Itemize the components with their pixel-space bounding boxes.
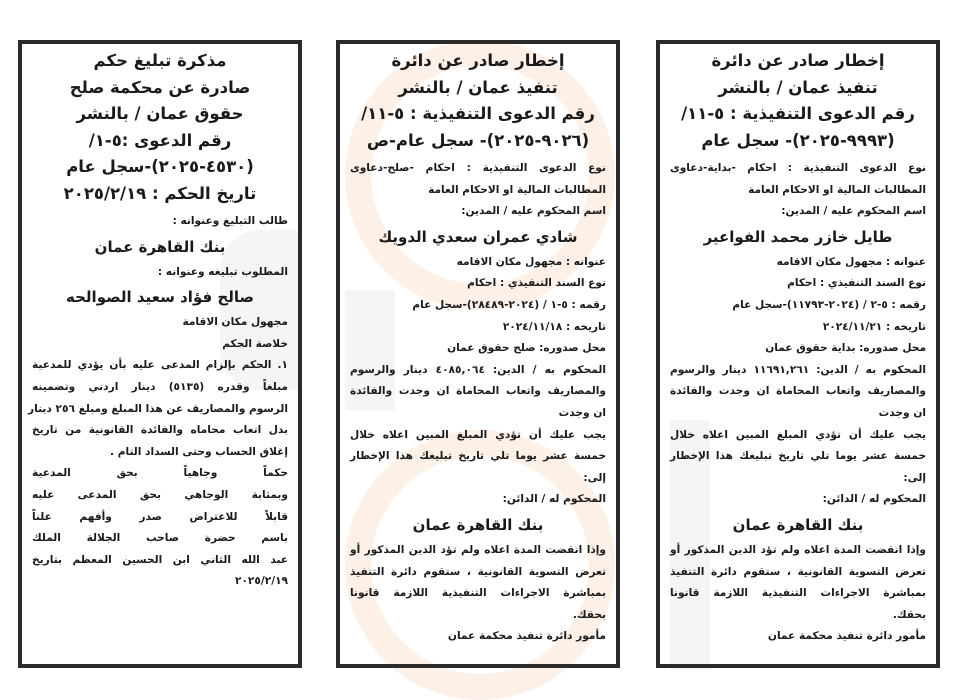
notice-heading-line: (٩٠٢٦-٢٠٢٥)- سجل عام-ص xyxy=(366,130,590,150)
notice-text-line: نوع السند التنفيذي : احكام xyxy=(787,277,926,290)
notice-party-name: بنك القاهرة عمان xyxy=(732,515,864,534)
notice-text-line: بمباشرة الاجراءات التنفيذية اللازمة قانونا xyxy=(350,587,606,600)
notice-text-line: بمباشرة الاجراءات التنفيذية اللازمة قانونا xyxy=(670,587,926,600)
notice-text-line: ٢٠٢٥/٢/١٩ xyxy=(235,575,288,588)
notice-text-line: إلى: xyxy=(903,471,926,484)
notice-text-line: تاريخه : ٢٠٢٤/١١/١٨ xyxy=(502,320,606,333)
notice-party-name: بنك القاهرة عمان xyxy=(94,237,226,256)
notice-text-line: ان وجدت xyxy=(558,406,606,419)
notice-text-line: المحكوم به / الدين: ٤٠٨٥,٠٦٤ دينار والرسوم xyxy=(350,363,606,376)
notice-text-line: وإذا انقضت المدة اعلاه ولم تؤد الدين المذكور أو xyxy=(670,543,926,556)
notice-text-line: نوع السند التنفيذي : احكام xyxy=(467,277,606,290)
notice-party-name: شادي عمران سعدي الدويك xyxy=(378,227,578,246)
notice-text-line: عنوانه : مجهول مكان الاقامه xyxy=(776,255,926,268)
notice-text-line: والمصاريف واتعاب المحاماة ان وجدت والفائدة xyxy=(670,385,926,398)
notice-text-line: باسم حضرة صاحب الجلالة الملك xyxy=(32,532,288,545)
notice-text-line: بحقك. xyxy=(572,608,606,621)
notice-heading-line: (٤٥٣٠-٢٠٢٥)-سجل عام xyxy=(66,157,254,176)
notice-text-line: مجهول مكان الاقامة xyxy=(182,316,288,329)
notice-text-line: الرسوم والمصاريف عن هذا المبلغ ومبلغ ٢٥٦ دينار xyxy=(28,402,288,415)
notice-text-line: ١. الحكم بإلزام المدعى عليه بأن يؤدي للمدعية xyxy=(32,359,288,372)
notice-heading-line: صادرة عن محكمة صلح xyxy=(69,77,251,97)
notice-text-line: المطلوب تبليغه وعنوانه : xyxy=(157,265,288,278)
notice-party-name: بنك القاهرة عمان xyxy=(412,515,544,534)
notice-text-line: عنوانه : مجهول مكان الاقامه xyxy=(456,255,606,268)
notice-text-line: عبد الله الثاني ابن الحسين المعظم بتاريخ xyxy=(32,553,288,566)
notice-text-line: خلاصة الحكم xyxy=(222,337,288,350)
notice-text-line: المطالبات المالية او الاحكام العامة xyxy=(428,183,606,196)
notice-text-line: تعرض التسوية القانونية ، ستقوم دائرة التنفيذ xyxy=(350,565,606,578)
notice-text-line: إلى: xyxy=(583,471,606,484)
notice-text-line: يجب عليك أن تؤدي المبلغ المبين اعلاه خلال xyxy=(670,428,926,441)
notice-text-line: وإذا انقضت المدة اعلاه ولم تؤد الدين المذكور أو xyxy=(350,543,606,556)
notice-heading-line: تنفيذ عمان / بالنشر xyxy=(718,77,878,97)
notice-execution-9026 xyxy=(336,40,620,668)
notice-text-line: يجب عليك أن تؤدي المبلغ المبين اعلاه خلال xyxy=(350,428,606,441)
notice-text-line: محل صدوره: صلح حقوق عمان xyxy=(447,342,606,355)
notice-text-line: حكماً وجاهياً بحق المدعية xyxy=(32,467,288,480)
notice-text-line: المحكوم له / الدائن: xyxy=(822,493,926,506)
notice-text-line: مأمور دائرة تنفيذ محكمة عمان xyxy=(447,630,606,643)
notice-text-line: تاريخه : ٢٠٢٤/١١/٢١ xyxy=(822,320,926,333)
notice-text-line: خمسة عشر يوما تلي تاريخ تبليغك هذا الإخطار xyxy=(670,450,926,463)
notice-heading-line: إخطار صادر عن دائرة xyxy=(711,51,885,70)
notice-party-name: صالح فؤاد سعيد الصوالحه xyxy=(66,288,254,307)
notice-text-line: مبلغاً وقدره (٥١٣٥) دينار اردني وتضمينه xyxy=(32,380,288,393)
notice-text-line: اسم المحكوم عليه / المدين: xyxy=(781,205,926,218)
notice-judgment-4530 xyxy=(18,40,302,668)
notice-text-line: والمصاريف واتعاب المحاماة ان وجدت والفائدة xyxy=(350,385,606,398)
notice-heading-line: تاريخ الحكم : ٢٠٢٥/٢/١٩ xyxy=(63,183,257,203)
notice-text-line: المحكوم به / الدين: ١١٦٩١,٢٦١ دينار والرسوم xyxy=(670,363,926,376)
notice-execution-9993 xyxy=(656,40,940,668)
notice-text-line: المحكوم له / الدائن: xyxy=(502,493,606,506)
notice-party-name: طايل خازر محمد الفواعير xyxy=(703,227,893,246)
notice-text-line: ان وجدت xyxy=(878,406,926,419)
notice-heading-line: (٩٩٩٣-٢٠٢٥)- سجل عام xyxy=(701,130,895,150)
notice-heading-line: حقوق عمان / بالنشر xyxy=(76,104,244,123)
notice-text-line: قابلاً للاعتراض صدر وأفهم علناً xyxy=(32,510,288,523)
notice-text-line: محل صدوره: بداية حقوق عمان xyxy=(765,342,926,355)
notice-heading-line: رقم الدعوى التنفيذية : ٥-١١/ xyxy=(361,104,595,123)
notice-text-line: وبمثابة الوجاهي بحق المدعى عليه xyxy=(32,488,288,501)
notice-text-line: المطالبات المالية او الاحكام العامة xyxy=(748,183,926,196)
notice-text-line: بدل اتعاب محاماه والفائدة القانونية من تاريخ xyxy=(32,424,288,437)
notice-text-line: مأمور دائرة تنفيذ محكمة عمان xyxy=(767,630,926,643)
notice-text-line: خمسة عشر يوما تلي تاريخ تبليغك هذا الإخطار xyxy=(350,450,606,463)
notice-heading-line: مذكرة تبليغ حكم xyxy=(93,51,227,70)
notice-heading-line: رقم الدعوى :٥-١/ xyxy=(88,130,232,150)
notice-heading-line: إخطار صادر عن دائرة xyxy=(391,51,565,70)
notice-text-line: تعرض التسوية القانونية ، ستقوم دائرة التنفيذ xyxy=(670,565,926,578)
notice-text-line: نوع الدعوى التنفيذية : احكام -صلح-دعاوى xyxy=(350,162,606,174)
notice-text-line: رقمه : ٥-٢ / (٢٠٢٤-١١٧٩٣)-سجل عام xyxy=(732,298,926,311)
notice-text-line: إغلاق الحساب وحتى السداد التام . xyxy=(109,445,288,458)
notice-text-line: نوع الدعوى التنفيذية : احكام -بداية-دعاوى xyxy=(670,162,926,174)
notice-text-line: رقمه : ٥-١ / (٢٠٢٤-٢٨٤٨٩)-سجل عام xyxy=(412,298,606,311)
notice-text-line: اسم المحكوم عليه / المدين: xyxy=(461,205,606,218)
notice-text-line: بحقك. xyxy=(892,608,926,621)
notice-heading-line: رقم الدعوى التنفيذية : ٥-١١/ xyxy=(681,104,915,123)
notice-text-line: طالب التبليغ وعنوانه : xyxy=(172,215,288,227)
notice-heading-line: تنفيذ عمان / بالنشر xyxy=(398,77,558,97)
